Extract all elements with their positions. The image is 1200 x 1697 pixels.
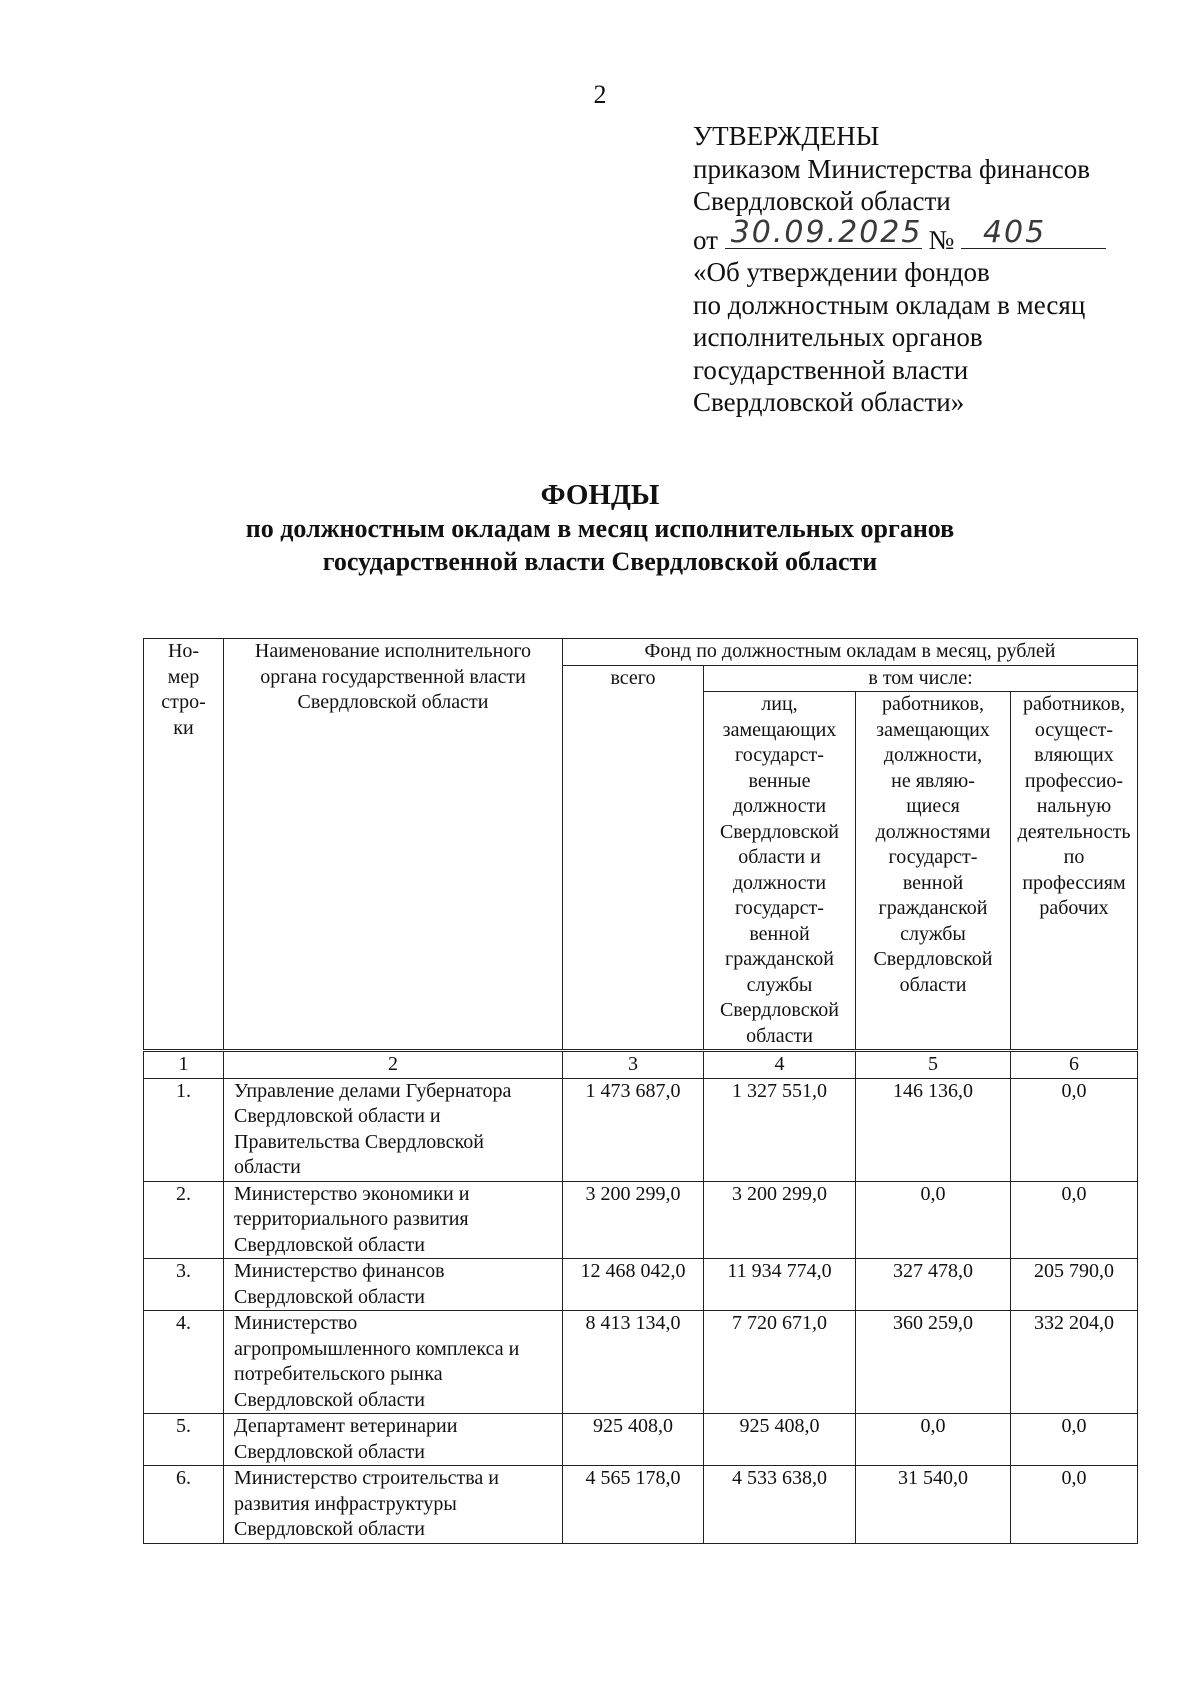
header-including: в том числе: (704, 665, 1138, 692)
cell-line: мер (167, 665, 200, 688)
table-row (144, 1181, 1138, 1259)
cell-line: области (746, 1024, 813, 1047)
column-number-row (144, 1051, 1138, 1079)
number-prefix: № (928, 224, 955, 255)
cell-line: Свердловской области (234, 1518, 425, 1540)
cell-line: должности (732, 871, 827, 894)
header-total: всего (563, 665, 704, 1051)
cell-line: замещающих (876, 718, 990, 741)
number-field (961, 215, 1106, 250)
cell-line: Министерство (234, 1312, 358, 1334)
table-row (144, 1078, 1138, 1181)
row-name (224, 1181, 563, 1259)
cell-line: должности, (883, 744, 983, 766)
cell-line: Министерство финансов (234, 1260, 445, 1282)
cell-line: Наименование исполнительного (254, 640, 532, 662)
row-state-positions: 3 200 299,0 (704, 1181, 856, 1259)
column-number: 6 (1011, 1051, 1138, 1079)
cell-line: деятельность (1017, 820, 1131, 843)
row-name (224, 1466, 563, 1544)
cell-line: агропромышленного комплекса и (234, 1337, 520, 1360)
cell-line: потребительского рынка (234, 1363, 443, 1385)
column-number: 1 (144, 1051, 224, 1079)
cell-line: Свердловской (719, 820, 840, 843)
cell-line: должностями (875, 820, 991, 843)
cell-line: Свердловской (873, 948, 993, 970)
header-col6 (1011, 692, 1138, 1051)
title-line-1: по должностным окладам в месяц исполнительных органов (245, 514, 955, 543)
row-number: 2. (144, 1181, 224, 1259)
cell-line: государст- (735, 744, 824, 766)
row-non-state: 0,0 (856, 1414, 1011, 1466)
cell-line: Правительства Свердловской (234, 1130, 484, 1153)
page-number: 2 (593, 80, 607, 109)
cell-line: ки (173, 716, 194, 739)
cell-line: Свердловской области (234, 1440, 425, 1463)
cell-line: работников, (881, 693, 985, 715)
cell-line: гражданской (878, 897, 988, 919)
table-row (144, 1414, 1138, 1466)
title-line-2: государственной власти Свердловской области (322, 547, 878, 576)
cell-line: Департамент ветеринарии (234, 1415, 458, 1437)
table-row (144, 1259, 1138, 1311)
row-non-state: 327 478,0 (856, 1259, 1011, 1311)
row-total: 3 200 299,0 (563, 1181, 704, 1259)
cell-line: осущест- (1034, 718, 1114, 741)
cell-line: Свердловской области (234, 1285, 425, 1308)
cell-line: венной (902, 871, 964, 894)
row-name (224, 1414, 563, 1466)
header-col5 (856, 692, 1011, 1051)
header-fund-group: Фонд по должностным окладам в месяц, рублей (563, 639, 1138, 666)
cell-line: территориального развития (234, 1208, 469, 1230)
cell-line: должности (732, 795, 827, 817)
row-state-positions: 4 533 638,0 (704, 1466, 856, 1544)
approval-line-2: Свердловской области (693, 186, 951, 216)
row-total: 925 408,0 (563, 1414, 704, 1466)
cell-line: Свердловской области (234, 1233, 425, 1256)
document-title (0, 478, 1200, 578)
cell-line: Министерство строительства и (234, 1467, 499, 1489)
header-row-1 (144, 639, 1138, 666)
header-row-number (144, 639, 224, 1051)
row-state-positions: 1 327 551,0 (704, 1078, 856, 1181)
row-state-positions: 11 934 774,0 (704, 1259, 856, 1311)
cell-line: Управление делами Губернатора (234, 1079, 512, 1102)
row-state-positions: 7 720 671,0 (704, 1311, 856, 1414)
cell-line: области (234, 1156, 301, 1178)
column-number: 4 (704, 1051, 856, 1079)
cell-line: гражданской (725, 948, 834, 970)
row-number: 4. (144, 1311, 224, 1414)
cell-line: профессиям (1022, 871, 1126, 894)
cell-line: службы (746, 973, 813, 996)
approval-title-line: исполнительных органов (693, 322, 983, 352)
row-workers: 0,0 (1011, 1181, 1138, 1259)
cell-line: области и (738, 846, 821, 868)
cell-line: области (899, 973, 967, 996)
cell-line: замещающих (722, 718, 837, 741)
cell-line: развития инфраструктуры (234, 1492, 457, 1515)
header-name (224, 639, 563, 1051)
cell-line: по (1063, 846, 1085, 868)
row-workers: 0,0 (1011, 1466, 1138, 1544)
cell-line: государст- (735, 897, 824, 919)
cell-line: рабочих (1039, 897, 1109, 919)
row-total: 12 468 042,0 (563, 1259, 704, 1311)
funds-table (143, 638, 1138, 1544)
approval-line-1: приказом Министерства финансов (693, 153, 1091, 184)
cell-line: вляющих (1034, 744, 1114, 766)
cell-line: щиеся (906, 795, 960, 817)
row-non-state: 360 259,0 (856, 1311, 1011, 1414)
row-name (224, 1078, 563, 1181)
row-non-state: 0,0 (856, 1181, 1011, 1259)
header-col4 (704, 692, 856, 1051)
cell-line: Свердловской области (234, 1388, 425, 1411)
row-non-state: 31 540,0 (856, 1466, 1011, 1544)
handwritten-number: 405 (982, 215, 1047, 250)
table-body (144, 1078, 1138, 1543)
cell-line: венной (749, 922, 810, 945)
date-field (725, 215, 923, 250)
cell-line: профессио- (1024, 769, 1124, 792)
row-state-positions: 925 408,0 (704, 1414, 856, 1466)
row-workers: 332 204,0 (1011, 1311, 1138, 1414)
approval-date-number-line (693, 215, 1173, 257)
cell-line: Но- (167, 640, 200, 662)
column-number: 5 (856, 1051, 1011, 1079)
title-main: ФОНДЫ (540, 479, 660, 511)
row-workers: 205 790,0 (1011, 1259, 1138, 1311)
table-row (144, 1466, 1138, 1544)
cell-line: государст- (888, 846, 978, 868)
cell-line: службы (900, 922, 966, 945)
handwritten-date: 30.09.2025 (730, 215, 923, 250)
approval-title-line: «Об утверждении фондов (693, 257, 990, 287)
approval-block (693, 120, 1173, 419)
date-prefix: от (693, 224, 718, 255)
cell-line: лиц, (761, 693, 798, 715)
table-row (144, 1311, 1138, 1414)
approval-heading: УТВЕРЖДЕНЫ (693, 121, 880, 151)
row-name (224, 1311, 563, 1414)
column-number: 3 (563, 1051, 704, 1079)
cell-line: нальную (1036, 795, 1112, 817)
row-name (224, 1259, 563, 1311)
row-number: 3. (144, 1259, 224, 1311)
cell-line: Министерство экономики и (234, 1182, 470, 1205)
approval-title-line: Свердловской области» (693, 387, 965, 417)
row-workers: 0,0 (1011, 1078, 1138, 1181)
row-workers: 0,0 (1011, 1414, 1138, 1466)
row-total: 4 565 178,0 (563, 1466, 704, 1544)
cell-line: венные (748, 769, 811, 792)
row-non-state: 146 136,0 (856, 1078, 1011, 1181)
approval-title-line: по должностным окладам в месяц (693, 289, 1086, 320)
cell-line: стро- (161, 691, 206, 713)
row-number: 6. (144, 1466, 224, 1544)
approval-title-line: государственной власти (693, 354, 969, 385)
row-number: 1. (144, 1078, 224, 1181)
cell-line: не являю- (891, 769, 975, 792)
cell-line: органа государственной власти (260, 665, 526, 688)
row-total: 8 413 134,0 (563, 1311, 704, 1414)
column-number: 2 (224, 1051, 563, 1079)
row-total: 1 473 687,0 (563, 1078, 704, 1181)
cell-line: Свердловской области (297, 691, 489, 713)
cell-line: работников, (1022, 693, 1126, 715)
cell-line: Свердловской (719, 999, 840, 1021)
cell-line: Свердловской области и (234, 1105, 441, 1127)
row-number: 5. (144, 1414, 224, 1466)
